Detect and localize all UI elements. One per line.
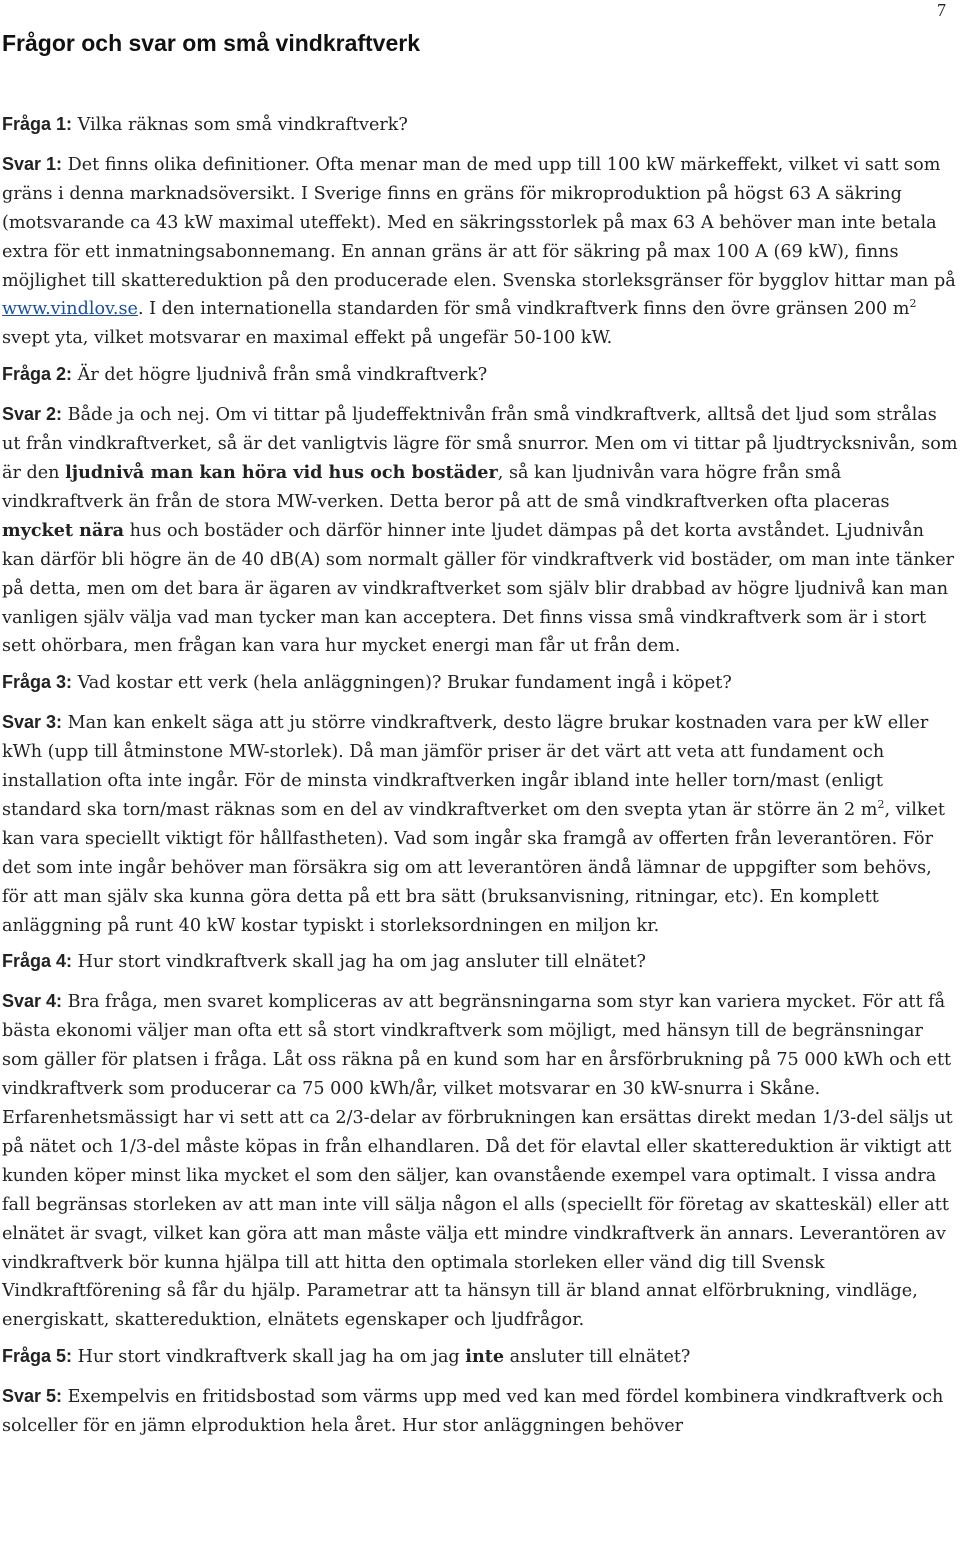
question-4-text: Hur stort vindkraftverk skall jag ha om jag ansluter till elnätet?	[72, 952, 646, 973]
question-5-bold: inte	[465, 1346, 505, 1368]
answer-3-label: Svar 3:	[2, 712, 63, 733]
question-1	[2, 110, 958, 140]
question-3-text: Vad kostar ett verk (hela anläggningen)? Brukar fundament ingå i köpet?	[72, 673, 732, 694]
answer-2-text-b: , så kan ljudnivån vara högre från små vindkraftverk än från de stora MW-verken. Detta beror på att de små vindkraftverken ofta placeras	[2, 462, 890, 512]
answer-2-bold-b: mycket nära	[2, 519, 125, 541]
question-3-label: Fråga 3:	[2, 672, 73, 693]
question-5-text-b: ansluter till elnätet?	[504, 1347, 691, 1368]
question-3	[2, 668, 958, 698]
answer-2-label: Svar 2:	[2, 404, 63, 425]
question-5-label: Fråga 5:	[2, 1346, 73, 1367]
answer-1-label: Svar 1:	[2, 153, 63, 174]
question-2	[2, 360, 958, 390]
question-1-label: Fråga 1:	[2, 114, 73, 134]
answer-2-text-a: Både ja och nej. Om vi tittar på ljudeffektnivån från små vindkraftverk, alltså det ljud som strålas ut från vindkraftverket, så är det vanligtvis lägre för små snurror. Men om vi tittar på ljudtrycksnivån, som är den	[2, 405, 958, 483]
answer-4-text: Bra fråga, men svaret kompliceras av att begränsningarna som styr kan variera mycket. För att få bästa ekonomi väljer man ofta ett så stort vindkraftverk som möjligt, med hänsyn till de begränsningar som gäller för platsen i fråga. Låt oss räkna på en kund som har en årsförbrukning på 75 000 kWh och ett vindkraftverk som producerar ca 75 000 kWh/år, vilket motsvarar en 30 kW-snurra i Skåne. Erfarenhetsmässigt har vi sett att ca 2/3-delar av förbrukningen kan ersättas direkt medan 1/3-del säljs ut på nätet och 1/3-del måste köpas in från elhandlaren. Då det för elavtal eller skattereduktion är viktigt att kunden köper minst lika mycket el som den säljer, kan ovanstående exempel vara optimalt. I vissa andra fall begränsas storleken av att man inte vill sälja någon el alls (speciellt för företag av skatteskäl) eller att elnätet är svagt, vilket kan göra att man måste välja ett mindre vindkraftverk än annars. Leverantören av vindkraftverk bör kunna hjälpa till att hitta den optimala storleken eller vänd dig till Svensk Vindkraftförening så får du hjälp. Parametrar att ta hänsyn till är bland annat elförbrukning, vindläge, energiskatt, skattereduktion, elnätets egenskaper och ljudfrågor.	[2, 992, 953, 1331]
answer-1-text-c: svept yta, vilket motsvarar en maximal effekt på ungefär 50-100 kW.	[2, 328, 613, 349]
answer-4-label: Svar 4:	[2, 991, 63, 1012]
answer-1-superscript: 2	[909, 297, 917, 311]
question-4-label: Fråga 4:	[2, 951, 73, 972]
page-title: Frågor och svar om små vindkraftverk	[2, 30, 420, 56]
question-2-text: Är det högre ljudnivå från små vindkraftverk?	[72, 365, 488, 386]
question-1-text: Vilka räknas som små vindkraftverk?	[72, 115, 408, 135]
answer-5-text: Exempelvis en fritidsbostad som värms upp med ved kan med fördel kombinera vindkraftverk och solceller för en jämn elproduktion hela året. Hur stor anläggningen behöver	[2, 1387, 944, 1437]
answer-2-text-c: hus och bostäder och därför hinner inte ljudet dämpas på det korta avståndet. Ljudnivån kan därför bli högre än de 40 dB(A) som normalt gäller för vindkraftverk vid bostäder, om man inte tänker på detta, men om det bara är ägaren av vindkraftverket som själv blir drabbad av högre ljudnivå kan man vanligen själv välja vad man tycker man kan acceptera. Det finns vissa små vindkraftverk som är i stort sett ohörbara, men frågan kan vara hur mycket energi man får ut från dem.	[2, 520, 955, 657]
page-number: 7	[937, 0, 946, 20]
question-4	[2, 947, 958, 977]
answer-2	[2, 400, 958, 661]
answer-4	[2, 987, 958, 1335]
vindlov-link[interactable]: www.vindlov.se	[2, 299, 138, 320]
answer-1-text-b: . I den internationella standarden för små vindkraftverk finns den övre gränsen 200 m	[137, 299, 910, 320]
question-5	[2, 1342, 958, 1372]
answer-3-text-b: , vilket kan vara speciellt viktigt för hållfastheten). Vad som ingår ska framgå av offerten från leverantören. För det som inte ingår behöver man försäkra sig om att leverantören ändå lämnar de uppgifter som behövs, för att man själv ska kunna göra detta på ett bra sätt (bruksanvisning, ritningar, etc). En komplett anläggning på runt 40 kW kostar typiskt i storleksordningen en miljon kr.	[2, 799, 945, 936]
answer-5	[2, 1382, 958, 1441]
answer-3	[2, 708, 958, 940]
faq-content	[2, 110, 958, 1448]
question-2-label: Fråga 2:	[2, 364, 73, 385]
answer-3-text-a: Man kan enkelt säga att ju större vindkraftverk, desto lägre brukar kostnaden vara per kW eller kWh (upp till åtminstone MW-storlek). Då man jämför priser är det värt att veta att fundament och installation ofta inte ingår. För de minsta vindkraftverken ingår ibland inte heller torn/mast (enligt standard ska torn/mast räknas som en del av vindkraftverket om den svepta ytan är större än 2 m	[2, 713, 929, 820]
answer-5-label: Svar 5:	[2, 1386, 63, 1407]
answer-1	[2, 150, 958, 353]
question-5-text-a: Hur stort vindkraftverk skall jag ha om jag	[72, 1347, 466, 1368]
answer-3-superscript: 2	[877, 798, 885, 812]
answer-2-bold-a: ljudnivå man kan höra vid hus och bostäder	[65, 461, 498, 483]
answer-1-text-a: Det finns olika definitioner. Ofta menar man de med upp till 100 kW märkeffekt, vilket vi satt som gräns i denna marknadsöversikt. I Sverige finns en gräns för mikroproduktion på högst 63 A säkring (motsvarande ca 43 kW maximal uteffekt). Med en säkringsstorlek på max 63 A behöver man inte betala extra för ett inmatningsabonnemang. En annan gräns är att för säkring på max 100 A (69 kW), finns möjlighet till skattereduktion på den producerade elen. Svenska storleksgränser för bygglov hittar man på	[2, 154, 956, 291]
